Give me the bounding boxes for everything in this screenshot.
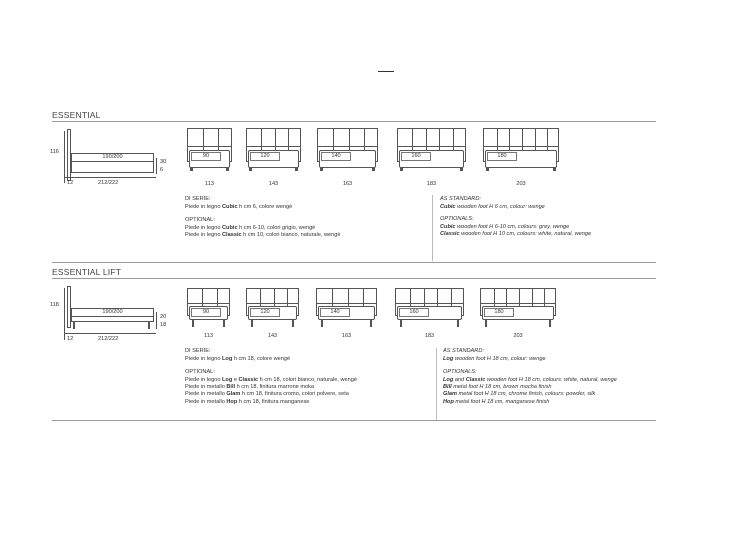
overall-width: 183 [424,333,435,339]
it-optional-heading: OPTIONAL: [185,217,215,223]
mattress-size: 120 [250,308,280,317]
frame-height: 20 [160,314,167,320]
section-title: ESSENTIAL [52,110,101,120]
foot-model-name: Classic [222,231,242,238]
spec-text: h cm 10, colori bianco, naturale, wengè [241,231,341,238]
spec-line [440,224,569,231]
mattress-size: 160 [399,308,429,317]
side-view [50,282,180,352]
spec-text: h cm 6, colore wengè [237,203,293,210]
spec-line [440,204,545,211]
spec-text: h cm 18, finitura manganese [237,398,310,405]
foot [549,320,551,327]
headboard-seam [317,303,376,304]
foot [372,168,375,171]
foot-model-name: Log [222,355,233,362]
mattress-size: 180 [484,308,514,317]
foot-model-name: Glam [226,391,241,398]
spec-line [185,225,315,232]
foot-model-name: Log [443,376,454,383]
headboard-seam [188,146,231,147]
spec-line [185,384,314,391]
spec-text: h cm 18, colore wengè [232,355,291,362]
spec-line [185,391,349,398]
side-length-label: 190/200 [102,154,123,160]
spec-text: metal foot H 18 cm, chrome finish, colours: powder, silk [457,391,596,398]
foot-model-name: Hop [226,398,238,405]
foot [485,320,487,327]
foot [295,168,298,171]
spec-text: wooden foot H 6 cm, colour: wenge [455,203,545,210]
section-rule [52,420,656,421]
overall-width: 183 [426,181,437,187]
foot [400,168,403,171]
spec-text: wooden foot H 10 cm, colours: white, natural, wenge [459,230,592,237]
foot-model-name: Cubic [222,224,238,231]
headboard-seam [318,146,377,147]
foot-model-name: Classic [238,376,259,383]
foot [460,168,463,171]
spec-text: Piede in legno [185,376,223,383]
spec-line [185,399,309,406]
spec-text: wooden foot H 6-10 cm, colours: grey, wenge [455,223,570,230]
overall-width: 113 [205,181,214,187]
headboard-seam [398,146,465,147]
it-heading: DI SERIE: [185,348,211,354]
spec-line [443,384,552,391]
it-heading: DI SERIE: [185,196,211,202]
spec-line [185,232,341,239]
foot [400,320,402,327]
foot [321,320,323,327]
foot-height: 6 [160,167,164,173]
spec-text: h cm 18, finitura cromo, colori polvere, seta [240,391,349,398]
overall-width: 113 [204,333,213,339]
mattress-size: 140 [320,308,350,317]
mattress-size: 180 [487,152,517,161]
spec-text: metal foot H 18 cm, brown mocha finish [451,383,552,390]
spec-line [443,377,617,384]
en-optional-heading: OPTIONALS: [443,369,477,375]
spec-line [443,356,546,363]
overall-width: 203 [516,181,526,187]
foot-model-name: Log [222,376,233,383]
mattress-size: 90 [191,152,221,161]
mattress-size: 120 [250,152,280,161]
headboard-seam [247,303,298,304]
spec-line [185,204,292,211]
foot [370,320,372,327]
total-length: 212/222 [98,180,119,186]
spec-text: Piede in legno [185,224,223,231]
foot-model-name: Cubic [440,223,456,230]
foot [320,168,323,171]
headboard-seam [396,303,463,304]
foot [553,168,556,171]
foot [249,168,252,171]
headboard-seam [481,303,555,304]
spec-line [185,356,290,363]
spec-text: e [232,376,239,383]
foot-model-name: Classic [465,376,486,383]
spec-text: Piede in metallo [185,391,227,398]
en-heading: AS STANDARD: [443,348,484,354]
headboard-seam [484,146,558,147]
foot [190,168,193,171]
total-length: 212/222 [98,336,119,342]
it-optional-heading: OPTIONAL: [185,369,215,375]
spec-line [440,231,591,238]
foot [486,168,489,171]
spec-text: h cm 6-10, colori grigio, wengè [237,224,316,231]
foot-model-name: Cubic [440,203,456,210]
headboard-height: 118 [50,302,59,308]
overall-width: 203 [513,333,523,339]
overall-width: 143 [267,333,278,339]
overall-width: 163 [342,181,353,187]
spec-text: and [453,376,466,383]
headboard-thickness: 12 [67,180,74,186]
side-view [50,125,180,195]
foot-model-name: Classic [440,230,460,237]
overall-width: 163 [341,333,352,339]
section-rule [52,278,656,279]
spec-text: Piede in metallo [185,398,227,405]
page-mark [378,71,394,72]
spec-text: wooden foot H 18 cm, colour: wenge [453,355,546,362]
spec-line [185,377,357,384]
spec-text: metal foot H 18 cm, manganese finish [453,398,550,405]
foot [251,320,253,327]
section-title: ESSENTIAL LIFT [52,267,122,277]
foot-model-name: Bill [226,383,236,390]
en-optional-heading: OPTIONALS: [440,216,474,222]
column-divider [432,195,433,261]
spec-text: wooden foot H 18 cm, colours: white, natural, wenge [485,376,617,383]
foot [192,320,194,327]
spec-text: h cm 18, colori bianco, naturale, wengè [258,376,357,383]
section-rule [52,262,656,263]
spec-text: Piede in metallo [185,383,227,390]
headboard-seam [188,303,229,304]
spec-text: h cm 18, finitura marrone moka [235,383,315,390]
spec-text: Piede in legno [185,355,223,362]
en-heading: AS STANDARD: [440,196,481,202]
foot-model-name: Hop [443,398,454,405]
headboard-height: 116 [50,149,59,155]
column-divider [436,348,437,420]
foot [292,320,294,327]
mattress-size: 90 [191,308,221,317]
mattress-size: 160 [401,152,431,161]
foot-model-name: Glam [443,391,457,398]
section-rule [52,121,656,122]
foot-model-name: Cubic [222,203,238,210]
foot-model-name: Log [443,355,454,362]
foot [457,320,459,327]
foot [223,320,225,327]
foot [226,168,229,171]
mattress-size: 140 [321,152,351,161]
side-length-label: 190/200 [102,309,123,315]
spec-line [443,391,595,398]
overall-width: 143 [268,181,279,187]
frame-height: 30 [160,159,167,165]
spec-text: Piede in legno [185,203,223,210]
headboard-thickness: 12 [67,336,74,342]
spec-line [443,399,549,406]
spec-text: Piede in legno [185,231,223,238]
headboard-seam [247,146,300,147]
foot-model-name: Bill [443,383,452,390]
foot-height: 18 [160,322,167,328]
